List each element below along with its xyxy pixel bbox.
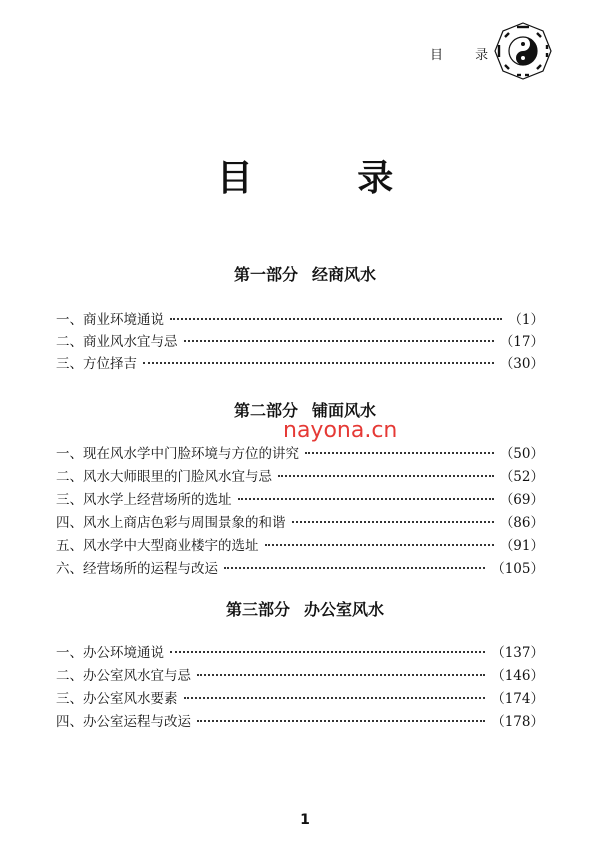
entry-page-number: （137） [491, 645, 544, 661]
entry-number: 一、 [56, 312, 83, 328]
entry-page-number: （105） [491, 561, 544, 577]
entry-number: 二、 [56, 334, 83, 350]
toc-entry[interactable] [56, 308, 544, 328]
page-title: 目 录 [216, 158, 440, 199]
dot-leader [143, 362, 494, 364]
watermark: nayona.cn [283, 418, 398, 443]
entry-number: 四、 [56, 714, 83, 730]
entry-title: 办公环境通说 [83, 645, 164, 661]
dot-leader [305, 452, 494, 454]
dot-leader [224, 567, 485, 569]
dot-leader [170, 651, 485, 653]
toc-entry[interactable] [56, 330, 544, 350]
toc-entry[interactable] [56, 710, 544, 730]
toc-entry[interactable] [56, 534, 544, 554]
entry-number: 三、 [56, 356, 83, 372]
entry-title: 经营场所的运程与改运 [83, 561, 218, 577]
entry-number: 二、 [56, 469, 83, 485]
part-heading-3 [0, 597, 610, 620]
entry-page-number: （52） [499, 469, 544, 485]
toc-entry[interactable] [56, 442, 544, 462]
toc-entry[interactable] [56, 511, 544, 531]
entry-page-number: （146） [491, 668, 544, 684]
toc-entry[interactable] [56, 557, 544, 577]
dot-leader [238, 498, 494, 500]
entry-page-number: （17） [499, 334, 544, 350]
entry-number: 二、 [56, 668, 83, 684]
part-title: 办公室风水 [304, 600, 385, 619]
entry-title: 风水学中大型商业楼宇的选址 [83, 538, 259, 554]
toc-entry[interactable] [56, 641, 544, 661]
dot-leader [170, 318, 502, 320]
entry-title: 办公室风水宜与忌 [83, 668, 191, 684]
entry-page-number: （50） [499, 446, 544, 462]
entry-number: 一、 [56, 645, 83, 661]
entry-page-number: （86） [499, 515, 544, 531]
dot-leader [292, 521, 494, 523]
entry-title: 商业风水宜与忌 [83, 334, 178, 350]
dot-leader [278, 475, 494, 477]
entry-page-number: （91） [499, 538, 544, 554]
dot-leader [184, 697, 486, 699]
entry-number: 四、 [56, 515, 83, 531]
entry-page-number: （174） [491, 691, 544, 707]
entry-title: 办公室风水要素 [83, 691, 178, 707]
part-title: 经商风水 [312, 265, 377, 284]
entry-page-number: （178） [491, 714, 544, 730]
entry-page-number: （1） [508, 312, 544, 328]
entry-title: 办公室运程与改运 [83, 714, 191, 730]
entry-title: 风水上商店色彩与周围景象的和谐 [83, 515, 286, 531]
bagua-yin-yang-icon [492, 20, 554, 82]
toc-entry[interactable] [56, 664, 544, 684]
entry-title: 商业环境通说 [83, 312, 164, 328]
entry-title: 方位择吉 [83, 356, 137, 372]
toc-entry[interactable] [56, 687, 544, 707]
entry-page-number: （30） [499, 356, 544, 372]
toc-entry[interactable] [56, 465, 544, 485]
part-heading-1 [0, 262, 610, 285]
entry-number: 五、 [56, 538, 83, 554]
entry-title: 现在风水学中门脸环境与方位的讲究 [83, 446, 299, 462]
toc-entry[interactable] [56, 352, 544, 372]
part-title: 铺面风水 [312, 401, 377, 420]
entry-number: 六、 [56, 561, 83, 577]
dot-leader [184, 340, 494, 342]
entry-number: 一、 [56, 446, 83, 462]
dot-leader [197, 720, 485, 722]
running-head: 目 录 [430, 48, 503, 63]
page-number: 1 [300, 812, 310, 828]
entry-title: 风水大师眼里的门脸风水宜与忌 [83, 469, 272, 485]
entry-title: 风水学上经营场所的选址 [83, 492, 232, 508]
part-number: 第二部分 [233, 401, 298, 420]
toc-entry[interactable] [56, 488, 544, 508]
dot-leader [197, 674, 485, 676]
part-number: 第三部分 [225, 600, 290, 619]
part-number: 第一部分 [233, 265, 298, 284]
dot-leader [265, 544, 494, 546]
entry-number: 三、 [56, 691, 83, 707]
entry-number: 三、 [56, 492, 83, 508]
entry-page-number: （69） [499, 492, 544, 508]
